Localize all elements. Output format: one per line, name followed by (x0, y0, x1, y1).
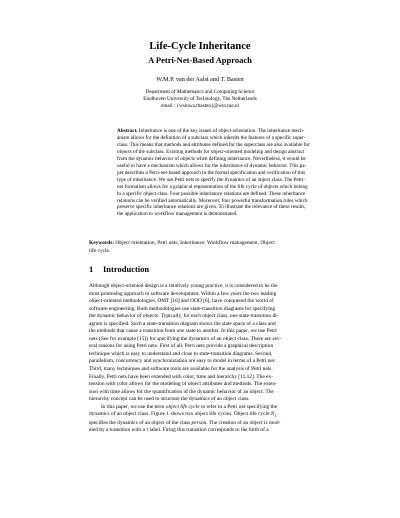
abstract-line: from the dynamic behavior of objects when defining inheritance. Nevertheless, it would be (117, 155, 306, 162)
keywords-line: life cycle. (89, 247, 111, 254)
intro-line: agram is specified. Such a state-transition diagram shows the state space of a class and (89, 320, 276, 327)
paper-title: Life-Cycle Inheritance (149, 41, 251, 52)
affiliation-department: Department of Mathematics and Computing Science (145, 89, 255, 95)
intro-line: object-oriented methodologies, OMT [16] and OOD [6], have conquered the world of (89, 298, 274, 305)
authors: W.M.P. van der Aalst and T. Basten (156, 76, 244, 83)
abstract-line: the application to workflow management is demonstrated. (117, 211, 238, 218)
abstract-line: anism allows for the definition of a subclass which inherits the features of a specific super- (117, 134, 306, 141)
keywords-line: Keywords: Object orientation, Petri nets, Inheritance, Workflow management, Object (89, 240, 275, 246)
intro-line: In this paper, we use the term object life cycle to refer to a Petri net specifying the (101, 403, 278, 410)
intro-line: Third, many techniques and software tools are available for the analysis of Petri nets. (89, 366, 273, 373)
abstract-line: to a specific object class. Four possible inheritance relations are defined. These inheritance (117, 190, 306, 197)
abstract-line: objects of the subclass. Existing methods for object-oriented modeling and design abstract (117, 148, 305, 155)
intro-line: the methods that cause a transition from one state to another. In this paper, we use Petri (89, 328, 277, 335)
intro-line: Although object-oriented design is a relatively young practice, it is considered to be the (89, 283, 278, 289)
abstract-line: per describes a Petri-net-based approach to the formal specification and verification of this (117, 169, 306, 176)
section-title: Introduction (103, 264, 150, 274)
affiliation-university: Eindhoven University of Technology, The Netherlands (143, 96, 257, 102)
keywords (89, 240, 400, 255)
paper-subtitle: A Petri-Net-Based Approach (148, 55, 252, 65)
abstract-line: useful to have a mechanism which allows for the inheritance of dynamic behavior. This pa- (117, 162, 307, 169)
abstract-label: Abstract. (117, 128, 138, 134)
abstract-line: relations can be verified automatically. Moreover, four powerful transformation rules which (117, 197, 308, 204)
abstract-line: type of inheritance. We use Petri nets to specify the dynamics of an object class. The Petri- (117, 176, 306, 183)
abstract-line: net formalism allows for a graphical representation of the life cycle of objects which belong (117, 183, 308, 190)
abstract-line: class. This means that methods and attributes defined for the superclass are also available for (117, 141, 310, 148)
intro-line: nets (See for example [15]) for specifying the dynamics of an object class. There are sev- (89, 335, 282, 342)
abstract-line: preserve specific inheritance relations are given. To illustrate the relevance of these results, (117, 204, 306, 211)
intro-line: most promising approach to software development. Within a few years the two leading (89, 290, 277, 297)
intro-line: eral reasons for using Petri nets. First of all, Petri nets provide a graphical description (89, 343, 274, 350)
section-heading (89, 264, 149, 274)
abstract (117, 128, 400, 218)
intro-line: software engineering. Both methodologies use state-transition diagrams for specifying (89, 305, 276, 312)
section-number: 1 (89, 264, 94, 274)
intro-line: hierarchy concept can be used to structure the dynamics of an object class. (89, 396, 250, 403)
intro-line: specifies the dynamics of an object of the class person. The creation of an object is mod- (89, 419, 281, 426)
intro-line: Finally, Petri nets have been extended with color, time and hierarchy [11,12]. The ex- (89, 373, 274, 380)
keywords-label: Keywords: (89, 240, 115, 246)
intro-line: sion with time allows for the quantification of the dynamic behavior of an object. The (89, 388, 274, 395)
introduction-body (89, 283, 400, 435)
intro-line: dynamics of an object class. Figure 1 shows two object life cycles. Object life cycle $N_1$ (89, 411, 277, 419)
affiliation-email: email : {wsinwa,tbasten}@win.tue.nl (161, 103, 239, 109)
intro-line: tension with color allows for the modeling of object attributes and methods. The exten- (89, 381, 277, 388)
intro-line: parallelism, concurrency and synchronization are easy to model in terms of a Petri net. (89, 358, 276, 365)
intro-line: technique which is easy to understand and close to state-transition diagrams. Second, (89, 350, 273, 357)
abstract-line: Abstract. Inheritance is one of the key issues of object-orientation. The inheritance mech- (117, 128, 305, 134)
intro-line: the dynamic behavior of objects. Typically, for each object class, one state-transition di- (89, 313, 279, 320)
intro-line: eled by a transition with a τ label. Firing this transition corresponds to the birth of a (89, 427, 269, 434)
